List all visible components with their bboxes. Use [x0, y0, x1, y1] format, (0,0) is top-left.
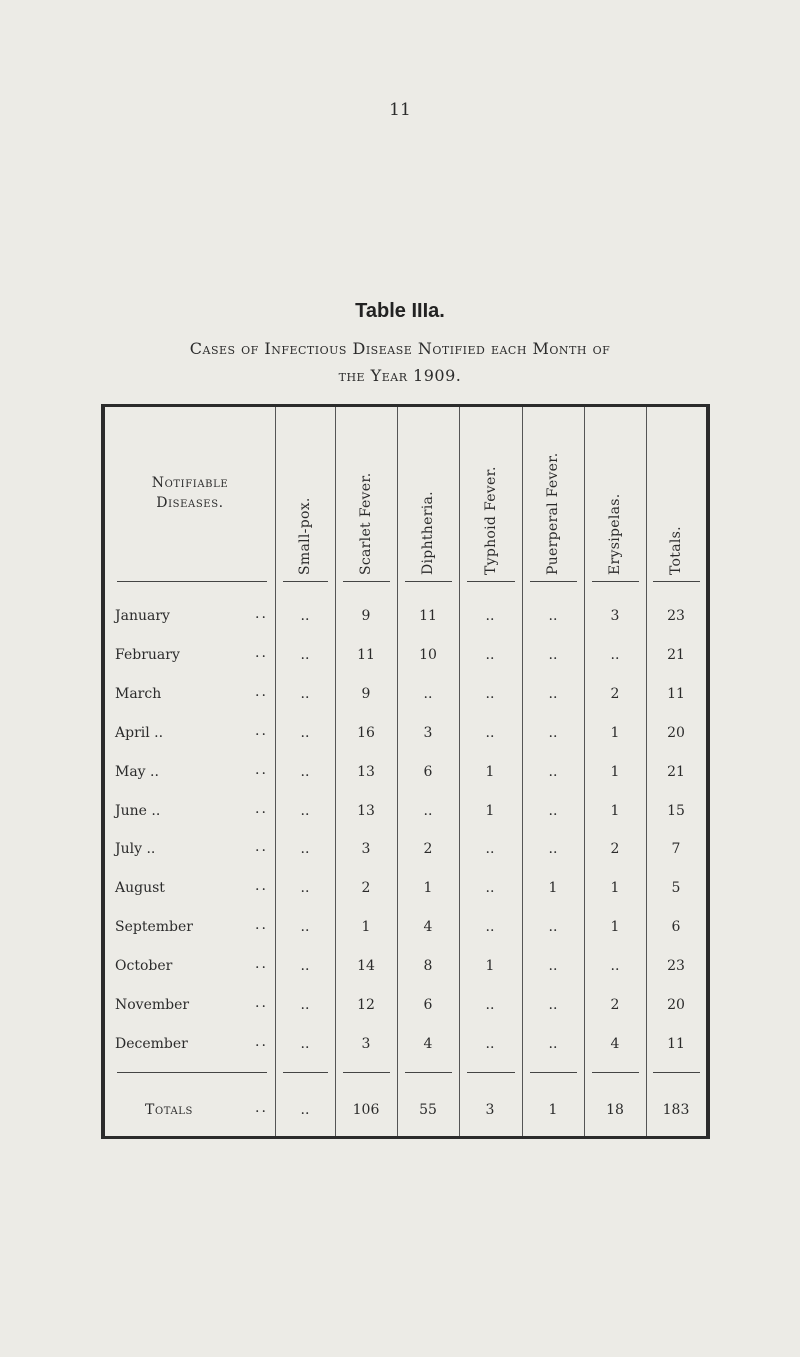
total-scarlet-fever: 106	[352, 1102, 380, 1118]
cell-erysipelas: 2	[610, 997, 620, 1013]
cell-diphtheria: 4	[423, 919, 433, 936]
month-label: November	[115, 997, 190, 1013]
cell-diphtheria: 6	[423, 997, 433, 1013]
cell-erysipelas: 4	[610, 1035, 620, 1052]
cell-totals: 5	[671, 880, 681, 897]
cell-scarlet-fever: 13	[357, 802, 375, 819]
header-rule	[283, 581, 328, 582]
cell-puerperal-fever: 1	[548, 880, 558, 897]
header-diseases-line-2: Diseases.	[156, 495, 224, 511]
cell-totals: 23	[667, 958, 685, 975]
table-row	[105, 989, 706, 1023]
cell-scarlet-fever: 2	[361, 880, 371, 897]
cell-totals: 11	[667, 1035, 685, 1052]
cell-erysipelas: 2	[610, 685, 620, 702]
cell-typhoid-fever: 1	[485, 802, 495, 819]
cell-totals: 21	[667, 646, 685, 663]
cell-totals: 20	[667, 724, 685, 741]
cell-small-pox: ..	[300, 919, 310, 936]
table-row	[105, 872, 706, 906]
cell-scarlet-fever: 14	[357, 958, 375, 975]
total-erysipelas: 18	[606, 1102, 624, 1118]
table-row	[105, 833, 706, 867]
cell-erysipelas: ..	[610, 958, 620, 975]
leader-dots: ..	[255, 722, 268, 739]
header-rule	[592, 581, 639, 582]
cell-erysipelas: 1	[610, 919, 620, 936]
table-row	[105, 678, 706, 712]
leader-dots: ..	[255, 839, 268, 856]
totals-rule	[653, 1072, 700, 1073]
page-number: 11	[389, 100, 411, 120]
cell-diphtheria: 8	[423, 958, 433, 975]
leader-dots: ..	[255, 683, 268, 700]
table-row	[105, 639, 706, 673]
cell-scarlet-fever: 9	[361, 685, 371, 702]
leader-dots: ..	[255, 606, 268, 622]
header-rule	[117, 581, 267, 582]
cell-scarlet-fever: 11	[357, 646, 375, 663]
cell-totals: 23	[667, 608, 685, 624]
cell-small-pox: ..	[300, 608, 310, 624]
totals-rule	[117, 1072, 267, 1073]
total-puerperal-fever: 1	[548, 1102, 558, 1118]
leader-dots: ..	[255, 800, 268, 817]
header-scarlet-fever: Scarlet Fever.	[358, 472, 374, 575]
month-label: January	[115, 608, 170, 624]
month-label: February	[115, 646, 180, 663]
cell-small-pox: ..	[300, 724, 310, 741]
leader-dots: ..	[255, 917, 268, 934]
cell-totals: 7	[671, 841, 681, 858]
table-row	[105, 756, 706, 790]
header-rule	[530, 581, 577, 582]
monthly-cases-table	[101, 404, 710, 1139]
header-typhoid-fever: Typhoid Fever.	[482, 466, 499, 575]
cell-small-pox: ..	[300, 841, 310, 858]
cell-typhoid-fever: ..	[485, 685, 495, 702]
cell-typhoid-fever: ..	[485, 608, 495, 624]
totals-rule	[530, 1072, 577, 1073]
month-label: October	[115, 958, 173, 975]
cell-totals: 15	[667, 802, 685, 819]
cell-diphtheria: ..	[423, 685, 433, 702]
cell-diphtheria: 11	[419, 608, 437, 624]
cell-erysipelas: ..	[610, 646, 620, 663]
table-row	[105, 600, 706, 634]
leader-dots: ..	[255, 761, 268, 778]
cell-puerperal-fever: ..	[548, 685, 558, 702]
cell-typhoid-fever: 1	[485, 763, 495, 780]
cell-diphtheria: 4	[423, 1035, 433, 1052]
leader-dots: ..	[255, 1033, 268, 1050]
header-erysipelas: Erysipelas.	[607, 493, 623, 575]
cell-typhoid-fever: ..	[485, 724, 495, 741]
totals-rule	[283, 1072, 328, 1073]
cell-totals: 21	[667, 763, 685, 780]
leader-dots: ..	[255, 644, 268, 661]
cell-erysipelas: 3	[610, 608, 620, 624]
subtitle-line-1: Cases of Infectious Disease Notified each Month of	[189, 339, 611, 358]
cell-erysipelas: 1	[610, 880, 620, 897]
cell-typhoid-fever: ..	[485, 919, 495, 936]
cell-typhoid-fever: ..	[485, 880, 495, 897]
cell-erysipelas: 1	[610, 724, 620, 741]
month-label: September	[115, 919, 193, 936]
cell-typhoid-fever: ..	[485, 646, 495, 663]
month-label: June ..	[115, 802, 161, 819]
cell-typhoid-fever: ..	[485, 997, 495, 1013]
cell-puerperal-fever: ..	[548, 841, 558, 858]
leader-dots: ..	[255, 1100, 268, 1116]
cell-totals: 11	[667, 685, 685, 702]
total-totals: 183	[662, 1102, 690, 1118]
header-rule	[653, 581, 700, 582]
cell-diphtheria: 1	[423, 880, 433, 897]
header-diphtheria: Diphtheria.	[420, 491, 436, 575]
cell-diphtheria: 10	[419, 646, 437, 663]
cell-totals: 20	[667, 997, 685, 1013]
cell-puerperal-fever: ..	[548, 646, 558, 663]
table-subtitle	[0, 335, 800, 389]
cell-puerperal-fever: ..	[548, 802, 558, 819]
cell-scarlet-fever: 9	[361, 608, 371, 624]
cell-diphtheria: 2	[423, 841, 433, 858]
cell-small-pox: ..	[300, 802, 310, 819]
header-diseases-line-1: Notifiable	[151, 475, 229, 491]
total-diphtheria: 55	[419, 1102, 437, 1118]
cell-small-pox: ..	[300, 880, 310, 897]
cell-erysipelas: 2	[610, 841, 620, 858]
cell-scarlet-fever: 3	[361, 841, 371, 858]
cell-typhoid-fever: ..	[485, 841, 495, 858]
month-label: December	[115, 1035, 188, 1052]
header-small-pox: Small-pox.	[297, 497, 313, 575]
leader-dots: ..	[255, 995, 268, 1011]
totals-rule	[592, 1072, 639, 1073]
table-row	[105, 1028, 706, 1062]
header-rule	[467, 581, 515, 582]
totals-row	[105, 1094, 706, 1128]
cell-typhoid-fever: 1	[485, 958, 495, 975]
header-puerperal-fever: Puerperal Fever.	[545, 452, 561, 575]
cell-small-pox: ..	[300, 646, 310, 663]
totals-rule	[343, 1072, 390, 1073]
cell-erysipelas: 1	[610, 763, 620, 780]
cell-erysipelas: 1	[610, 802, 620, 819]
cell-scarlet-fever: 1	[361, 919, 371, 936]
cell-typhoid-fever: ..	[485, 1035, 495, 1052]
month-label: May ..	[115, 763, 159, 780]
month-label: March	[115, 685, 162, 702]
total-typhoid-fever: 3	[485, 1102, 495, 1118]
cell-small-pox: ..	[300, 958, 310, 975]
table-row	[105, 717, 706, 751]
totals-label: Totals	[145, 1102, 193, 1118]
cell-scarlet-fever: 13	[357, 763, 375, 780]
month-label: August	[115, 880, 165, 897]
table-row	[105, 911, 706, 945]
cell-puerperal-fever: ..	[548, 724, 558, 741]
cell-diphtheria: 3	[423, 724, 433, 741]
cell-small-pox: ..	[300, 997, 310, 1013]
table-row	[105, 950, 706, 984]
cell-puerperal-fever: ..	[548, 919, 558, 936]
cell-scarlet-fever: 12	[357, 997, 375, 1013]
cell-puerperal-fever: ..	[548, 608, 558, 624]
header-rule	[405, 581, 452, 582]
cell-scarlet-fever: 3	[361, 1035, 371, 1052]
total-small-pox: ..	[300, 1102, 310, 1118]
cell-puerperal-fever: ..	[548, 1035, 558, 1052]
cell-totals: 6	[671, 919, 681, 936]
cell-diphtheria: ..	[423, 802, 433, 819]
subtitle-line-2: the Year 1909.	[338, 366, 462, 385]
cell-small-pox: ..	[300, 1035, 310, 1052]
totals-rule	[467, 1072, 515, 1073]
header-notifiable-diseases	[105, 473, 275, 513]
leader-dots: ..	[255, 956, 268, 973]
header-totals: Totals.	[668, 526, 684, 575]
table-row	[105, 795, 706, 829]
header-rule	[343, 581, 390, 582]
leader-dots: ..	[255, 878, 268, 895]
month-label: July ..	[115, 841, 156, 858]
cell-diphtheria: 6	[423, 763, 433, 780]
cell-small-pox: ..	[300, 685, 310, 702]
cell-scarlet-fever: 16	[357, 724, 375, 741]
table-title: Table IIIa.	[355, 300, 445, 322]
cell-puerperal-fever: ..	[548, 958, 558, 975]
cell-puerperal-fever: ..	[548, 763, 558, 780]
totals-rule	[405, 1072, 452, 1073]
cell-small-pox: ..	[300, 763, 310, 780]
month-label: April ..	[115, 724, 164, 741]
cell-puerperal-fever: ..	[548, 997, 558, 1013]
